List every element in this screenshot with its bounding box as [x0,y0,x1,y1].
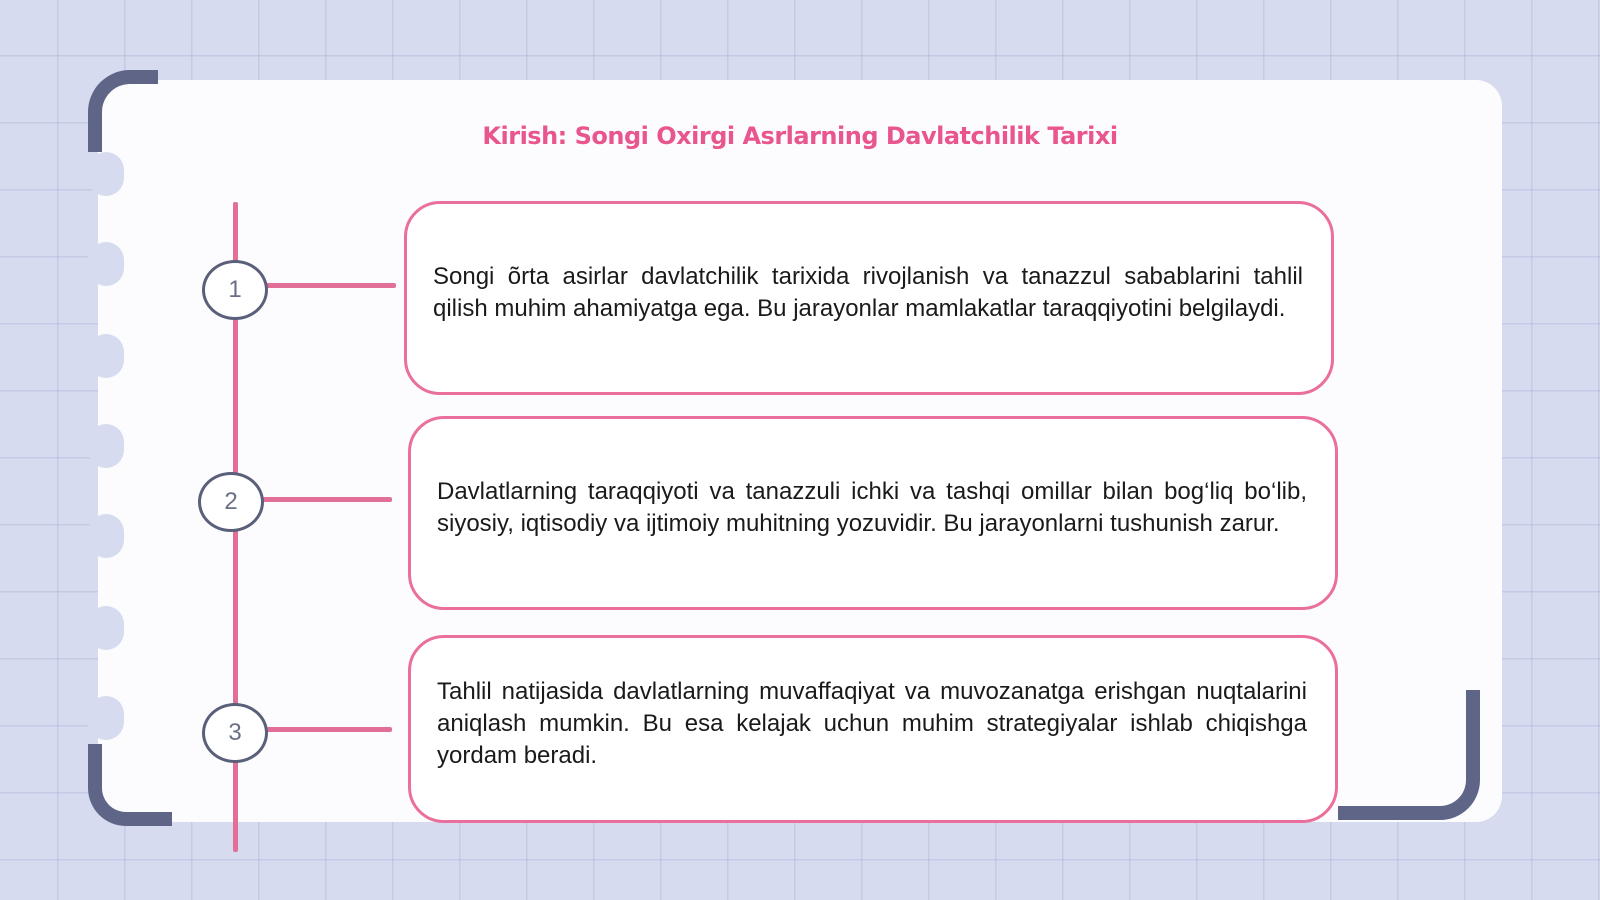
frame-corner-top-left [88,70,158,152]
step-description: Songi õrta asirlar davlatchilik tarixida rivojlanish va tanazzul sabablarini tahlil qilish muhim ahamiyatga ega. Bu jarayonlar mamlakatlar taraqqiyotini belgilaydi. [433,263,1303,322]
step-card [404,201,1334,395]
step-number-badge: 3 [202,703,268,763]
timeline-connector [264,283,396,288]
binder-notch [88,606,124,650]
binder-notch [88,334,124,378]
frame-corner-bottom-right [1338,690,1480,820]
binder-notch [88,242,124,286]
step-description: Tahlil natijasida davlatlarning muvaffaqiyat va muvozanatga erishgan nuqtalarini aniqlash mumkin. Bu esa kelajak uchun muhim strategiyalar ishlab chiqishga yordam beradi. [437,678,1307,769]
page-title: Kirish: Songi Oxirgi Asrlarning Davlatchilik Tarixi [482,122,1118,150]
step-number-badge: 2 [198,472,264,532]
timeline-connector [262,497,392,502]
step-number-badge: 1 [202,260,268,320]
step-description: Davlatlarning taraqqiyoti va tanazzuli ichki va tashqi omillar bilan bog‘liq bo‘lib, siyosiy, iqtisodiy va ijtimoiy muhitning yozuvidir. Bu jarayonlarni tushunish zarur. [437,478,1307,537]
binder-notch [88,424,124,468]
step-card [408,635,1338,823]
frame-corner-bottom-left [88,744,172,826]
binder-notch [88,514,124,558]
step-card [408,416,1338,610]
binder-notch [88,152,124,196]
binder-notch [88,696,124,740]
timeline-connector [266,727,392,732]
